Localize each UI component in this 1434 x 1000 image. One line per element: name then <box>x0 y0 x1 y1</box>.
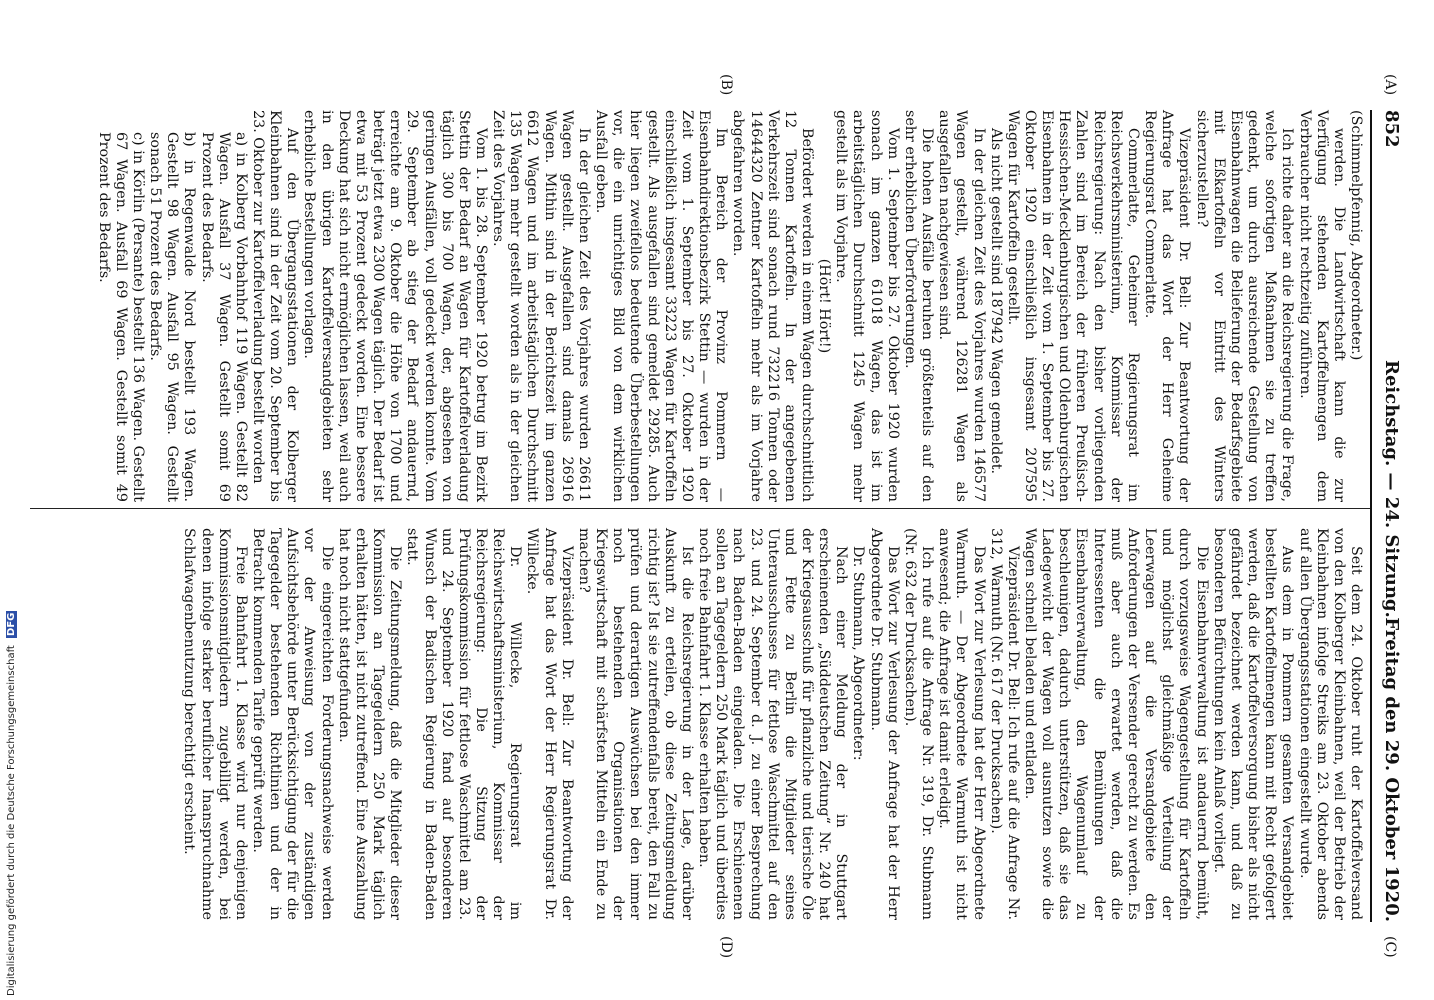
paragraph: Nach einer Meldung der in Stuttgart erscheinenden „Süddeutschen Zeitung“ Nr. 240 hat der Kriegsausschuß für pflanzliche und tierische Öle und Fette zu Berlin die Mitglieder seines Unterausschusses für fettlose Waschmittel auf den 23. und 24. September d. J. zu einer Besprechung nach Baden-Baden eingeladen. Die Erschienenen sollen an Tagegeldern 250 Mark täglich und überdies noch freie Bahnfahrt 1. Klasse erhalten haben. <box>696 528 850 920</box>
paragraph: Ich rufe auf die Anfrage Nr. 319, Dr. Stubmann (Nr. 632 der Drucksachen). <box>901 528 936 920</box>
paragraph: Die Eisenbahnverwaltung ist andauernd bemüht, durch vorzugsweise Wagengestellung für Kartoffeln und möglichst gleichmäßige Verteilung der Leerwagen auf die Versandgebiete den Anforderungen der Versender gerecht zu werden. Es muß aber auch erwartet werden, daß die Interessenten die Bemühungen der Eisenbahnverwaltung, den Wagenumlauf zu beschleunigen, dadurch unterstützen, daß sie das Ladegewicht der Wagen voll ausnutzen sowie die Wagen schnell beladen und entladen. <box>1022 528 1210 920</box>
dfg-logo: DFG <box>6 612 17 636</box>
paragraph: Im Bereich der Provinz Pommern — Eisenbahndirektionsbezirk Stettin — wurden in der Zeit vom 1. September bis 27. Oktober 1920 einschließlich insgesamt 33223 Wagen für Kartoffeln gestellt. Als ausgefallen sind gemeldet 29285. Auch hier liegen zweifellos bedeutende Überbestellungen vor, die ein unrichtiges Bild von dem wirklichen Ausfall geben. <box>593 110 730 502</box>
paragraph: Commerlatte, Geheimer Regierungsrat im Reichsverkehrsministerium, Kommissar der Reichsregierung: Nach den bisher vorliegenden Zahlen sind im Bereich der früheren Preußisch-Hessischen-Mecklenburgischen und Oldenburgischen Eisenbahnen in der Zeit vom 1. September bis 27. Oktober 1920 einschließlich insgesamt 207595 Wagen für Kartoffeln gestellt. <box>1004 110 1141 502</box>
paragraph: Vizepräsident Dr. Bell: Zur Beantwortung der Anfrage hat das Wort der Herr Regierungsrat Dr. Willecke. <box>524 528 575 920</box>
margin-letter-b: (B) <box>718 74 734 96</box>
paragraph: Freie Bahnfahrt 1. Klasse wird nur denjenigen Kommissionsmitgliedern zugebilligt werden, bei denen infolge starker beruflicher Inanspruchnahme Schlafwagenbenutzung berechtigt erscheint. <box>181 528 249 920</box>
margin-letter-c: (C) <box>1382 936 1398 958</box>
column-divider <box>30 508 1370 509</box>
margin-letter-a: (A) <box>1382 74 1398 96</box>
paragraph: Die Zeitungsmeldung, daß die Mitglieder dieser Kommission an Tagegeldern 250 Mark täglich erhalten hätten, ist nicht zutreffend. Eine Auszahlung hat noch nicht stattgefunden. <box>335 528 404 920</box>
paragraph: Vom 1. bis 28. September 1920 betrug im Bezirk Stettin der Bedarf an Wagen für Kartoffelverladung täglich 300 bis 700 Wagen, der, abgesehen von geringen Ausfällen, voll gedeckt werden konnte. Vom 29. September ab stieg der Bedarf andauernd, erreichte am 9. Oktober die Höhe von 1700 und beträgt jetzt etwa 2300 Wagen täglich. Der Bedarf ist etwa mit 53 Prozent gedeckt worden. Eine bessere Deckung hat sich nicht ermöglichen lassen, weil auch in den übrigen Kartoffelversandgebieten sehr erhebliche Bestellungen vorlagen. <box>301 110 490 502</box>
page-header <box>1370 110 1408 922</box>
paragraph: Als nicht gestellt sind 187942 Wagen gemeldet. <box>987 128 1004 475</box>
paragraph: Dr. Willecke, Regierungsrat im Reichswirtschaftsministerium, Kommissar der Reichsregierung: Die Sitzung der Prüfungskommission für fettlose Waschmittel am 23. und 24. September 1920 fand auf besonderen Wunsch der Badischen Regierung in Baden-Baden statt. <box>404 528 524 920</box>
digitization-note <box>6 611 17 996</box>
interjection: (Hört! Hört!) <box>816 258 833 354</box>
speaker: Dr. Stubmann, Abgeordneter: <box>850 546 867 761</box>
paragraph: (Schimmelpfennig, Abgeordneter.) <box>1348 110 1364 361</box>
paragraph: Das Wort zur Verlesung der Anfrage hat der Herr Abgeordnete Dr. Stubmann. <box>867 528 901 920</box>
header-date: Freitag den 29. Oktober 1920. <box>1381 617 1402 922</box>
paragraph: Ist die Reichsregierung in der Lage, darüber Auskunft zu erteilen, ob diese Zeitungsmeldung richtig ist? Ist sie zutreffendenfalls bereit, den Fall zu prüfen und derartigen Auswüchsen bei den immer noch bestehenden Organisationen der Kriegswirtschaft mit schärfsten Mitteln ein Ende zu machen? <box>575 528 695 920</box>
paragraph: In der gleichen Zeit des Vorjahres wurden 26611 Wagen gestellt. Ausgefallen sind damals 26916 Wagen. Mithin sind in der Berichtszeit im ganzen 6612 Wagen und im arbeitstäglichen Durchschnitt 135 Wagen mehr gestellt worden als in der gleichen Zeit des Vorjahres. <box>490 110 592 502</box>
paragraph: Ich richte daher an die Reichsregierung die Frage, welche sofortigen Maßnahmen sie zu treffen gedenkt, um durch ausreichende Gestellung von Eisenbahnwagen die Belieferung der Bedarfsgebiete mit Eßkartoffeln vor Eintritt des Winters sicherzustellen? <box>1193 110 1296 502</box>
paragraph: Vizepräsident Dr. Bell: Zur Beantwortung der Anfrage hat das Wort der Herr Geheime Regierungsrat Commerlatte. <box>1142 110 1193 502</box>
paragraph: Die eingereichten Forderungsnachweise werden vor der Anweisung von der zuständigen Aufsichtsbehörde unter Berücksichtigung der für die Tagegelder bestehenden Richtlinien und der in Betracht kommenden Tarife geprüft werden. <box>250 528 335 920</box>
paragraph: In der gleichen Zeit des Vorjahres wurden 146577 Wagen gestellt, während 126281 Wagen als ausgefallen nachgewiesen sind. <box>936 110 987 502</box>
header-title: Reichstag. — 24. Sitzung. <box>1381 360 1402 618</box>
page-number: 852 <box>1381 110 1402 148</box>
margin-letter-d: (D) <box>718 936 734 959</box>
list-item: b) in Regenwalde Nord bestellt 193 Wagen. Gestellt 98 Wagen. Ausfall 95 Wagen. Gestellt sonach 51 Prozent des Bedarfs. <box>147 132 198 502</box>
right-column <box>180 528 1364 920</box>
paragraph: Befördert werden in einem Wagen durchschnittlich 12 Tonnen Kartoffeln. In der angegebenen Verkehrszeit sind sonach rund 732216 Tonnen oder 14644320 Zentner Kartoffeln mehr als im Vorjahre abgefahren worden. <box>730 110 815 502</box>
paragraph: Seit dem 24. Oktober ruht der Kartoffelversand von den Kolberger Kleinbahnen, weil der Betrieb der Kleinbahnen infolge Streiks am 23. Oktober abends auf allen Übergangsstationen eingestellt wurde. <box>1296 528 1364 920</box>
paragraph: werden. Die Landwirtschaft kann die zur Verfügung stehenden Kartoffelmengen dem Verbraucher nicht rechtzeitig zuführen. <box>1296 110 1347 502</box>
paragraph: Vom 1. September bis 27. Oktober 1920 wurden sonach im ganzen 61018 Wagen, das ist im arbeitstäglichen Durchschnitt 1245 Wagen mehr gestellt als im Vorjahre. <box>833 110 901 502</box>
digitization-note-text: Digitalisierung gefördert durch die Deutsche Forschungsgemeinschaft <box>6 645 17 996</box>
paragraph: Vizepräsident Dr. Bell: Ich rufe auf die Anfrage Nr. 312, Warmuth (Nr. 617 der Drucksachen). <box>987 528 1021 920</box>
paragraph: Aus dem in Pommern gesamten Versandgebiet bestellten Kartoffelmengen kann mit Recht gefolgert werden, daß die Kartoffelversorgung bisher als nicht gefährdet bezeichnet werden kann, und daß zu besonderen Befürchtungen kein Anlaß vorliegt. <box>1210 528 1296 920</box>
left-column <box>94 110 1364 502</box>
paragraph: Die hohen Ausfälle beruhen größtenteils auf den sehr erheblichen Überforderungen. <box>901 110 936 502</box>
paragraph: Das Wort zur Verlesung hat der Herr Abgeordnete Warmuth. — Der Abgeordnete Warmuth ist nicht anwesend; die Anfrage ist damit erledigt. <box>936 528 987 920</box>
list-item: c) in Körlin (Persante) bestellt 136 Wagen. Gestellt 67 Wagen. Ausfall 69 Wagen. Gestellt somit 49 Prozent des Bedarfs. <box>95 132 146 502</box>
list-item: a) in Kolberg Vorbahnhof 119 Wagen. Gestellt 82 Wagen. Ausfall 37 Wagen. Gestellt somit 69 Prozent des Bedarfs. <box>198 132 249 502</box>
paragraph: Auf den Übergangsstationen der Kolberger Kleinbahnen sind in der Zeit vom 20. September bis 23. Oktober zur Kartoffelverladung bestellt worden <box>250 110 301 502</box>
